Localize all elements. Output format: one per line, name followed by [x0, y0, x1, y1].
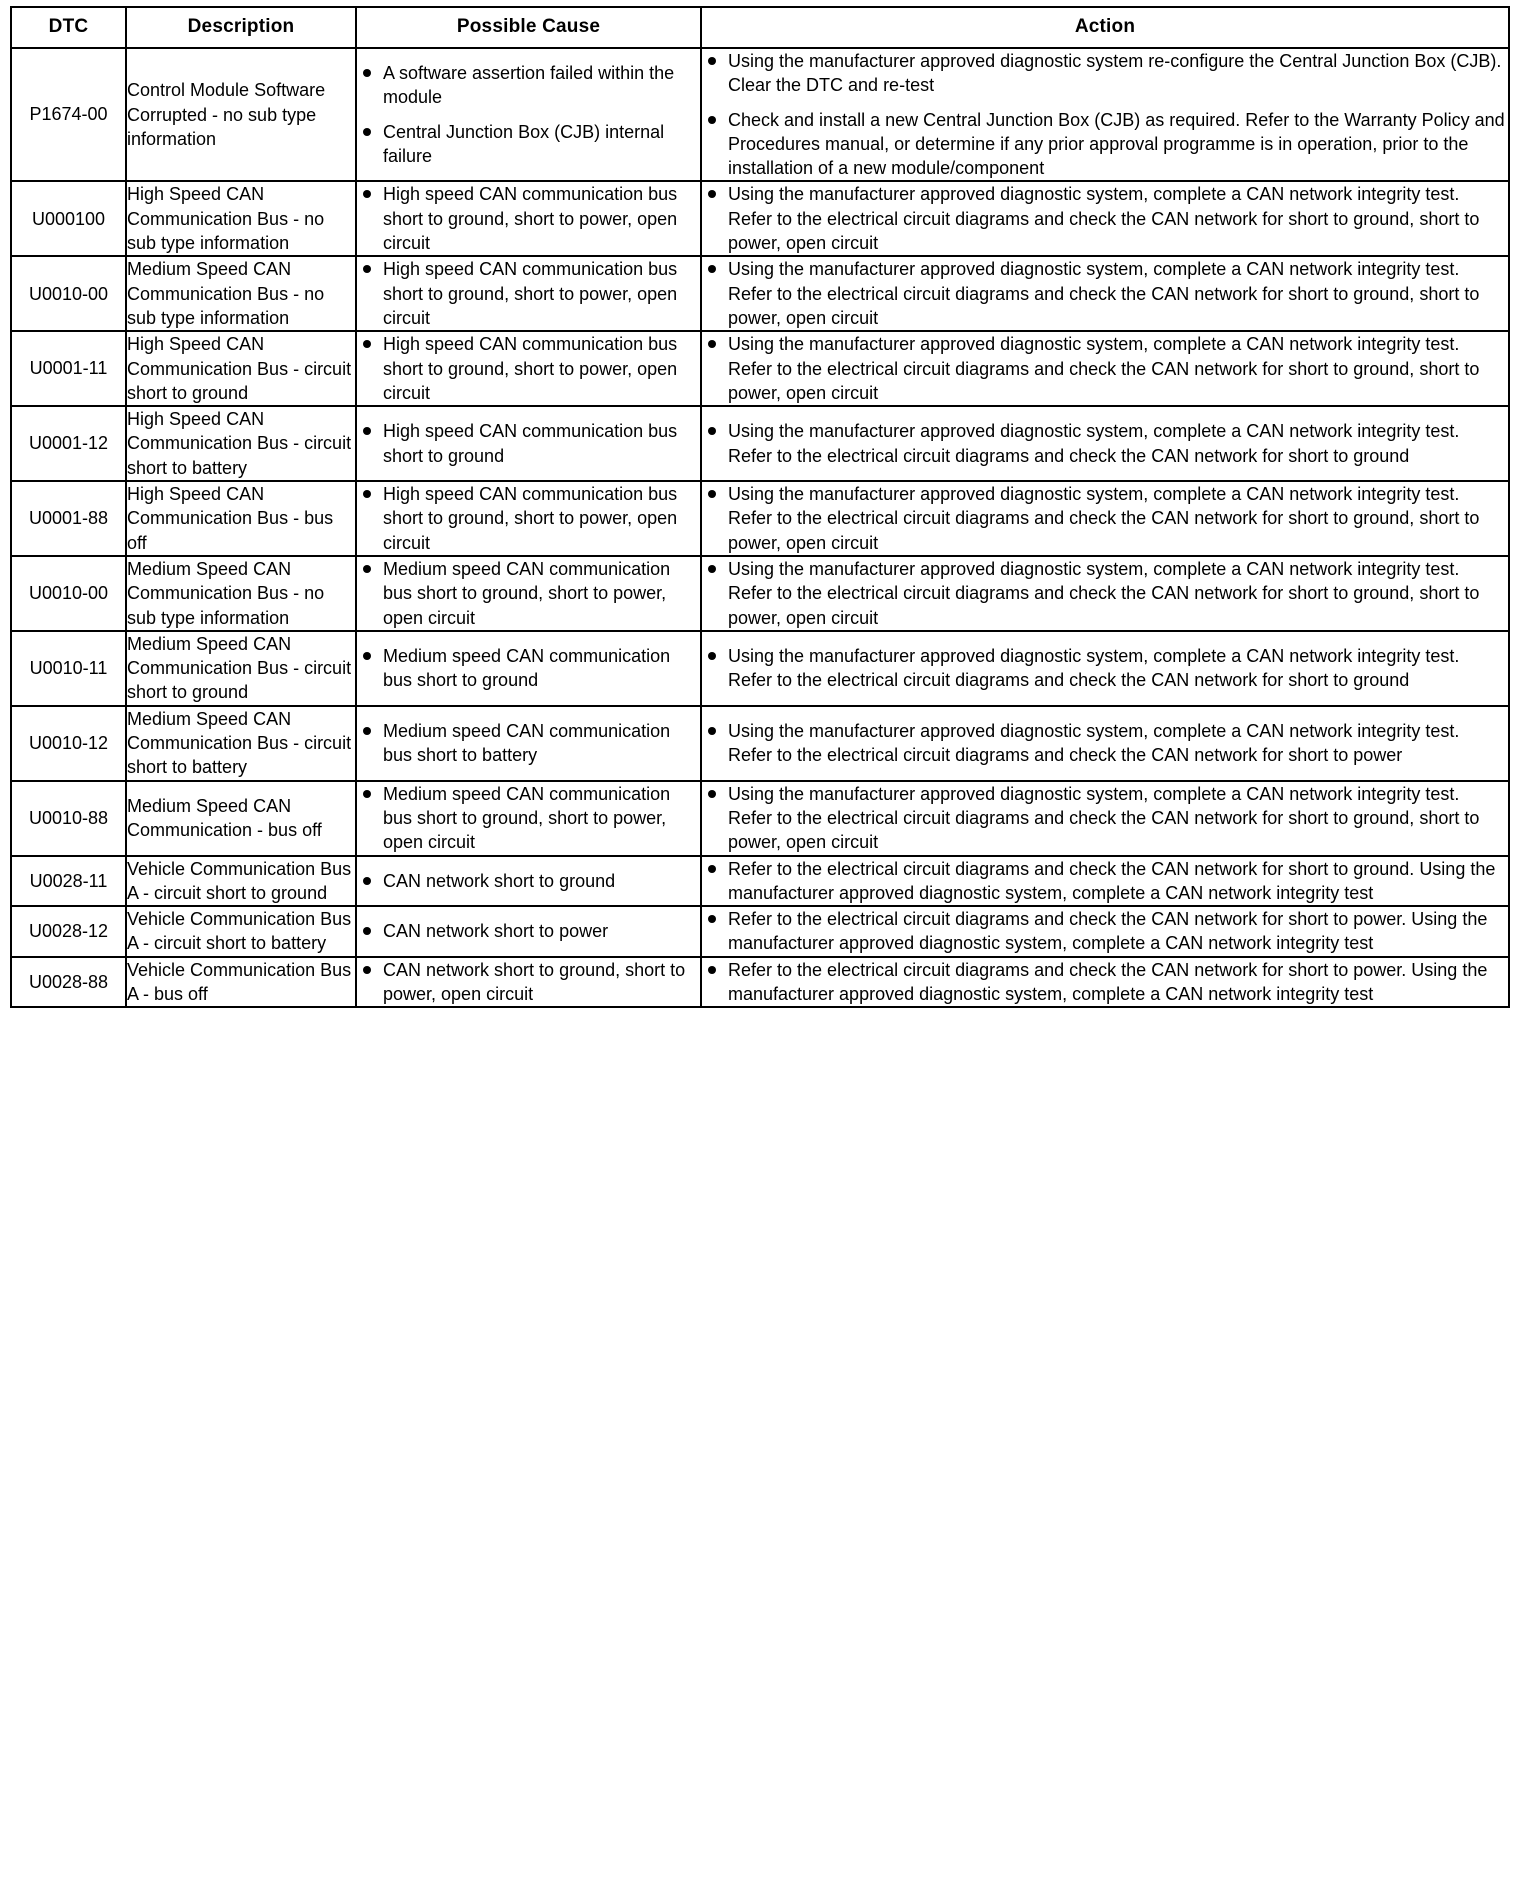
action-bullet-item: Using the manufacturer approved diagnostic system, complete a CAN network integrity test. Refer to the electrical circuit diagrams and check the CAN network for short to ground, short to power, open circuit: [702, 332, 1508, 405]
table-row: [11, 556, 1509, 631]
cell-action: [701, 781, 1509, 856]
cause-bullet-item: A software assertion failed within the module: [357, 61, 700, 110]
cause-bullet-item: Medium speed CAN communication bus short to ground, short to power, open circuit: [357, 782, 700, 855]
cell-dtc-code: U0010-88: [11, 781, 126, 856]
cause-bullet-list: [357, 482, 700, 555]
action-bullet-item: Using the manufacturer approved diagnostic system, complete a CAN network integrity test. Refer to the electrical circuit diagrams and check the CAN network for short to ground, short to power, open circuit: [702, 182, 1508, 255]
table-row: [11, 181, 1509, 256]
cell-action: [701, 331, 1509, 406]
cell-action: [701, 957, 1509, 1008]
cause-bullet-item: CAN network short to ground, short to power, open circuit: [357, 958, 700, 1007]
cause-bullet-item: CAN network short to ground: [357, 869, 700, 893]
action-bullet-list: [702, 257, 1508, 330]
cell-possible-cause: [356, 706, 701, 781]
action-bullet-item: Using the manufacturer approved diagnostic system, complete a CAN network integrity test. Refer to the electrical circuit diagrams and check the CAN network for short to ground: [702, 419, 1508, 468]
cell-dtc-code: U000100: [11, 181, 126, 256]
column-header-action: Action: [701, 7, 1509, 48]
cause-bullet-item: High speed CAN communication bus short to ground, short to power, open circuit: [357, 332, 700, 405]
action-bullet-item: Using the manufacturer approved diagnostic system, complete a CAN network integrity test. Refer to the electrical circuit diagrams and check the CAN network for short to power: [702, 719, 1508, 768]
cell-description: Vehicle Communication Bus A - circuit short to ground: [126, 856, 356, 907]
cause-bullet-list: [357, 332, 700, 405]
cell-description: High Speed CAN Communication Bus - bus off: [126, 481, 356, 556]
table-row: [11, 631, 1509, 706]
cause-bullet-item: Central Junction Box (CJB) internal failure: [357, 120, 700, 169]
action-bullet-item: Refer to the electrical circuit diagrams and check the CAN network for short to power. Using the manufacturer approved diagnostic system, complete a CAN network integrity test: [702, 907, 1508, 956]
cell-action: [701, 856, 1509, 907]
action-bullet-list: [702, 857, 1508, 906]
cell-dtc-code: U0028-88: [11, 957, 126, 1008]
action-bullet-list: [702, 644, 1508, 693]
cell-possible-cause: [356, 631, 701, 706]
cell-possible-cause: [356, 181, 701, 256]
cause-bullet-list: [357, 644, 700, 693]
cause-bullet-list: [357, 719, 700, 768]
cause-bullet-item: High speed CAN communication bus short to ground, short to power, open circuit: [357, 257, 700, 330]
column-header-possible-cause: Possible Cause: [356, 7, 701, 48]
cell-description: Medium Speed CAN Communication Bus - circuit short to ground: [126, 631, 356, 706]
cause-bullet-list: [357, 257, 700, 330]
action-bullet-list: [702, 958, 1508, 1007]
cell-action: [701, 906, 1509, 957]
cell-description: Medium Speed CAN Communication Bus - circuit short to battery: [126, 706, 356, 781]
cell-dtc-code: U0028-12: [11, 906, 126, 957]
cell-possible-cause: [356, 256, 701, 331]
cell-dtc-code: U0010-00: [11, 256, 126, 331]
cell-action: [701, 48, 1509, 181]
cell-description: Vehicle Communication Bus A - bus off: [126, 957, 356, 1008]
cell-possible-cause: [356, 906, 701, 957]
cell-dtc-code: U0001-11: [11, 331, 126, 406]
cell-possible-cause: [356, 957, 701, 1008]
cause-bullet-item: Medium speed CAN communication bus short to ground, short to power, open circuit: [357, 557, 700, 630]
action-bullet-item: Using the manufacturer approved diagnostic system, complete a CAN network integrity test. Refer to the electrical circuit diagrams and check the CAN network for short to ground: [702, 644, 1508, 693]
cell-action: [701, 706, 1509, 781]
table-row: [11, 957, 1509, 1008]
cell-dtc-code: U0001-88: [11, 481, 126, 556]
cell-possible-cause: [356, 481, 701, 556]
cause-bullet-item: Medium speed CAN communication bus short to ground: [357, 644, 700, 693]
cell-description: High Speed CAN Communication Bus - circuit short to ground: [126, 331, 356, 406]
cell-possible-cause: [356, 556, 701, 631]
action-bullet-item: Check and install a new Central Junction Box (CJB) as required. Refer to the Warranty Policy and Procedures manual, or determine if any prior approval programme is in operation, prior to the installation of a new module/component: [702, 108, 1508, 181]
cause-bullet-list: [357, 869, 700, 893]
action-bullet-list: [702, 419, 1508, 468]
dtc-table: [10, 6, 1510, 1008]
table-row: [11, 406, 1509, 481]
table-header-row: [11, 7, 1509, 48]
cell-description: Control Module Software Corrupted - no sub type information: [126, 48, 356, 181]
table-row: [11, 706, 1509, 781]
action-bullet-list: [702, 49, 1508, 180]
cause-bullet-item: High speed CAN communication bus short to ground, short to power, open circuit: [357, 482, 700, 555]
action-bullet-list: [702, 782, 1508, 855]
table-header: [11, 7, 1509, 48]
cell-action: [701, 256, 1509, 331]
table-body: [11, 48, 1509, 1007]
cell-description: Medium Speed CAN Communication - bus off: [126, 781, 356, 856]
cause-bullet-list: [357, 782, 700, 855]
cause-bullet-list: [357, 557, 700, 630]
cell-action: [701, 481, 1509, 556]
cell-dtc-code: U0010-00: [11, 556, 126, 631]
cell-possible-cause: [356, 406, 701, 481]
cell-dtc-code: P1674-00: [11, 48, 126, 181]
column-header-description: Description: [126, 7, 356, 48]
cause-bullet-list: [357, 61, 700, 168]
cell-dtc-code: U0010-12: [11, 706, 126, 781]
action-bullet-item: Using the manufacturer approved diagnostic system, complete a CAN network integrity test. Refer to the electrical circuit diagrams and check the CAN network for short to ground, short to power, open circuit: [702, 557, 1508, 630]
action-bullet-item: Refer to the electrical circuit diagrams and check the CAN network for short to ground. Using the manufacturer approved diagnostic system, complete a CAN network integrity test: [702, 857, 1508, 906]
cause-bullet-item: Medium speed CAN communication bus short to battery: [357, 719, 700, 768]
table-row: [11, 856, 1509, 907]
table-row: [11, 48, 1509, 181]
cell-description: Medium Speed CAN Communication Bus - no sub type information: [126, 556, 356, 631]
column-header-dtc: DTC: [11, 7, 126, 48]
cause-bullet-item: High speed CAN communication bus short to ground: [357, 419, 700, 468]
cell-action: [701, 556, 1509, 631]
table-row: [11, 906, 1509, 957]
cell-action: [701, 406, 1509, 481]
cell-action: [701, 181, 1509, 256]
cell-dtc-code: U0001-12: [11, 406, 126, 481]
table-row: [11, 781, 1509, 856]
cell-description: Medium Speed CAN Communication Bus - no sub type information: [126, 256, 356, 331]
cause-bullet-list: [357, 419, 700, 468]
action-bullet-item: Using the manufacturer approved diagnostic system, complete a CAN network integrity test. Refer to the electrical circuit diagrams and check the CAN network for short to ground, short to power, open circuit: [702, 782, 1508, 855]
cause-bullet-list: [357, 958, 700, 1007]
cell-description: High Speed CAN Communication Bus - no sub type information: [126, 181, 356, 256]
cell-description: High Speed CAN Communication Bus - circuit short to battery: [126, 406, 356, 481]
action-bullet-item: Using the manufacturer approved diagnostic system re-configure the Central Junction Box (CJB). Clear the DTC and re-test: [702, 49, 1508, 98]
cell-possible-cause: [356, 331, 701, 406]
action-bullet-list: [702, 557, 1508, 630]
action-bullet-list: [702, 182, 1508, 255]
cause-bullet-list: [357, 182, 700, 255]
cell-possible-cause: [356, 781, 701, 856]
table-row: [11, 481, 1509, 556]
cell-possible-cause: [356, 48, 701, 181]
action-bullet-list: [702, 332, 1508, 405]
cause-bullet-list: [357, 919, 700, 943]
cell-description: Vehicle Communication Bus A - circuit short to battery: [126, 906, 356, 957]
cell-action: [701, 631, 1509, 706]
action-bullet-list: [702, 907, 1508, 956]
action-bullet-item: Refer to the electrical circuit diagrams and check the CAN network for short to power. Using the manufacturer approved diagnostic system, complete a CAN network integrity test: [702, 958, 1508, 1007]
table-row: [11, 331, 1509, 406]
cause-bullet-item: CAN network short to power: [357, 919, 700, 943]
action-bullet-list: [702, 482, 1508, 555]
cell-dtc-code: U0010-11: [11, 631, 126, 706]
cell-possible-cause: [356, 856, 701, 907]
cause-bullet-item: High speed CAN communication bus short to ground, short to power, open circuit: [357, 182, 700, 255]
action-bullet-item: Using the manufacturer approved diagnostic system, complete a CAN network integrity test. Refer to the electrical circuit diagrams and check the CAN network for short to ground, short to power, open circuit: [702, 482, 1508, 555]
cell-dtc-code: U0028-11: [11, 856, 126, 907]
table-row: [11, 256, 1509, 331]
action-bullet-list: [702, 719, 1508, 768]
action-bullet-item: Using the manufacturer approved diagnostic system, complete a CAN network integrity test. Refer to the electrical circuit diagrams and check the CAN network for short to ground, short to power, open circuit: [702, 257, 1508, 330]
